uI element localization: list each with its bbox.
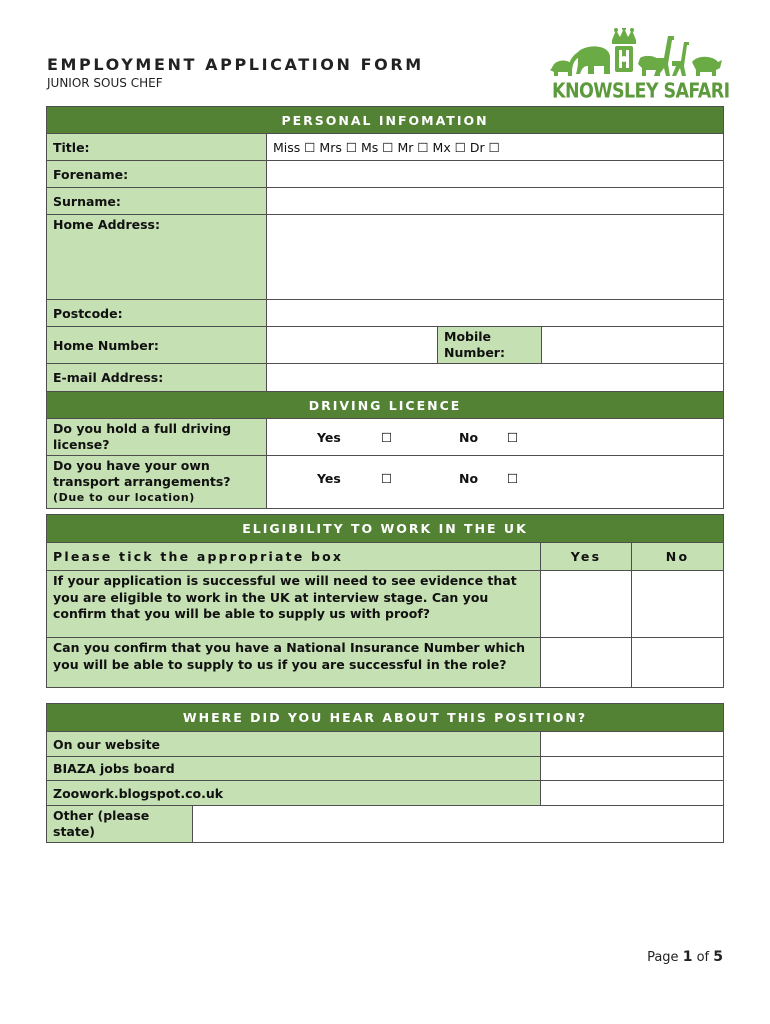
eligibility-proof-no-cell[interactable] [632,571,724,638]
form-subtitle: JUNIOR SOUS CHEF [47,76,163,90]
page-total: 5 [713,949,723,965]
section-eligibility-heading: ELIGIBILITY TO WORK IN THE UK [47,515,724,543]
transport-question-text: Do you have your own transport arrangements? [53,458,231,489]
form-title: EMPLOYMENT APPLICATION FORM [47,55,424,74]
surname-field[interactable] [267,188,724,215]
driving-no-checkbox[interactable]: ☐ [507,429,519,445]
section-personal-heading: PERSONAL INFOMATION [47,107,724,134]
logo-text: KNOWSLEY SAFARI [552,80,730,103]
forename-label: Forename: [47,161,267,188]
mobile-number-label: Mobile Number: [438,327,542,364]
driving-yes-checkbox[interactable]: ☐ [381,429,393,445]
eligibility-ni-no-cell[interactable] [632,638,724,688]
source-option-other: Other (please state) [47,806,193,843]
transport-no-checkbox[interactable]: ☐ [507,470,519,486]
transport-options [267,456,724,509]
postcode-field[interactable] [267,300,724,327]
postcode-label: Postcode: [47,300,267,327]
eligibility-instruction: Please tick the appropriate box [47,543,541,571]
driving-yes-label: Yes [317,429,341,445]
driving-licence-question: Do you hold a full driving license? [47,419,267,456]
section-driving-heading: DRIVING LICENCE [47,392,724,419]
home-number-label: Home Number: [47,327,267,364]
eligibility-ni-yes-cell[interactable] [541,638,632,688]
page-number [647,949,723,965]
source-other-field[interactable] [193,806,724,843]
title-options[interactable]: Miss ☐ Mrs ☐ Ms ☐ Mr ☐ Mx ☐ Dr ☐ [267,134,724,161]
eligibility-no-header: No [632,543,724,571]
eligibility-proof-yes-cell[interactable] [541,571,632,638]
transport-yes-label: Yes [317,470,341,486]
safari-animals-crown-icon [550,28,723,82]
home-number-field[interactable] [267,327,438,364]
page-current: 1 [682,949,693,965]
source-option-website: On our website [47,732,541,757]
position-source-table [46,703,724,843]
title-label: Title: [47,134,267,161]
source-option-zoowork: Zoowork.blogspot.co.uk [47,781,541,806]
surname-label: Surname: [47,188,267,215]
transport-no-label: No [459,470,479,486]
source-option-biaza: BIAZA jobs board [47,757,541,781]
eligibility-question-ni: Can you confirm that you have a National Insurance Number which you will be able to supply to us if you are successful in the role? [47,638,541,688]
driving-no-label: No [459,429,479,445]
source-zoowork-field[interactable] [541,781,724,806]
forename-field[interactable] [267,161,724,188]
page-prefix: Page [647,950,679,965]
source-biaza-field[interactable] [541,757,724,781]
home-address-label: Home Address: [47,215,267,300]
transport-question [47,456,267,509]
page-of: of [696,950,710,965]
home-address-field[interactable] [267,215,724,300]
section-source-heading: WHERE DID YOU HEAR ABOUT THIS POSITION? [47,704,724,732]
knowsley-safari-logo [550,28,730,104]
source-website-field[interactable] [541,732,724,757]
driving-licence-options [267,419,724,456]
eligibility-table [46,514,724,688]
email-field[interactable] [267,364,724,392]
personal-details-table [46,106,724,509]
transport-yes-checkbox[interactable]: ☐ [381,470,393,486]
eligibility-yes-header: Yes [541,543,632,571]
eligibility-question-proof: If your application is successful we will need to see evidence that you are eligible to work in the UK at interview stage. Can you confirm that you will be able to supply us with proof? [47,571,541,638]
transport-note: (Due to our location) [53,491,195,504]
mobile-number-field[interactable] [542,327,724,364]
email-label: E-mail Address: [47,364,267,392]
